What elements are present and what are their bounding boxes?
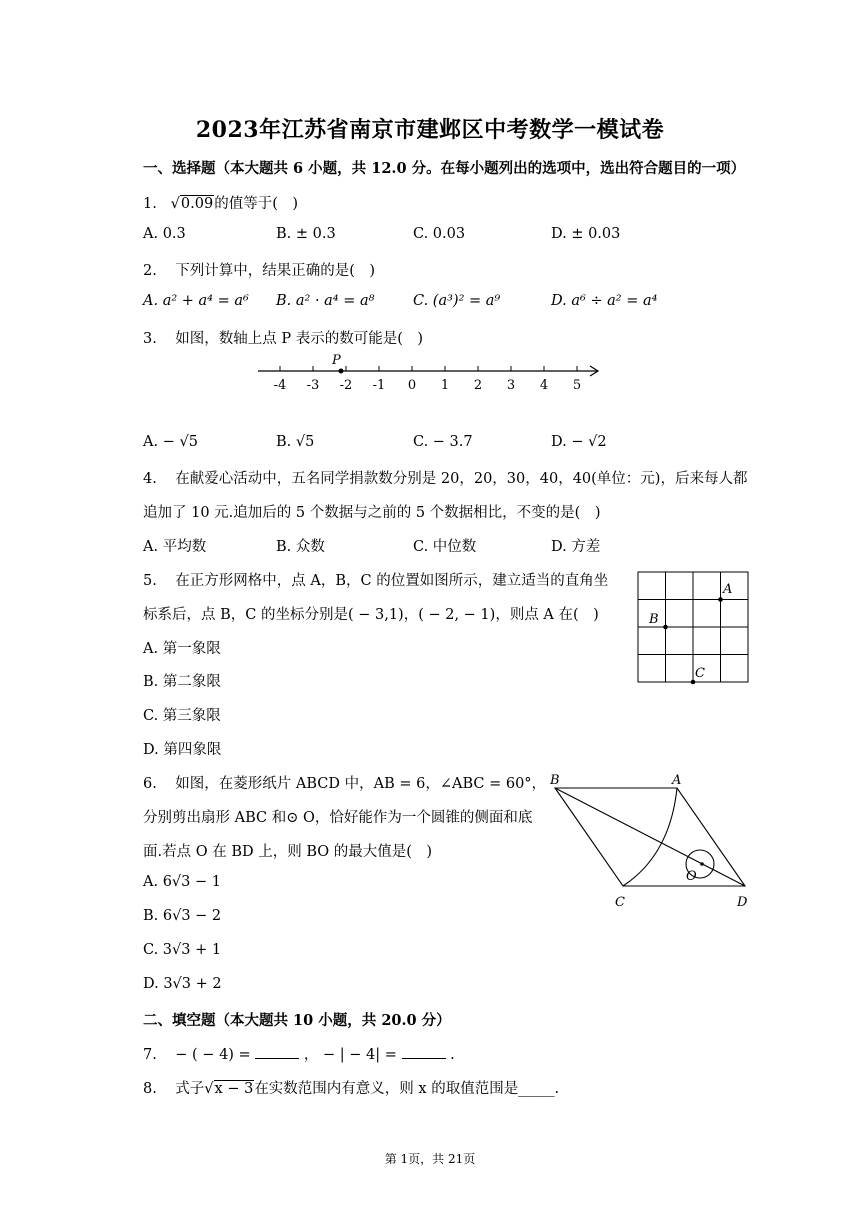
question-number: 4.	[143, 471, 157, 487]
question-6	[143, 772, 546, 793]
q1-option-a: A. 0.3	[143, 226, 186, 242]
answer-blank-1[interactable]	[255, 1046, 299, 1059]
q4-option-d: D. 方差	[551, 539, 601, 555]
q4-option-b: B. 众数	[276, 539, 325, 555]
question-number: 6.	[143, 776, 157, 792]
question-text: 在献爱心活动中，五名同学捐款数分别是 20，20，30，40，40(单位：元)，后来每人都	[175, 471, 748, 487]
question-text: 如图，在菱形纸片 ABCD 中，AB = 6，∠ABC = 60°，	[175, 776, 547, 792]
q2-option-d: D. a⁶ ÷ a² = a⁴	[551, 293, 658, 309]
question-7	[143, 1043, 455, 1064]
question-text-pre: 式子	[175, 1081, 205, 1097]
question-4-line-2: 追加了 10 元.追加后的 5 个数据与之前的 5 个数据相比，不变的是( )	[143, 505, 601, 521]
expression-part-3: .	[445, 1047, 455, 1063]
q5-option-c: C. 第三象限	[143, 708, 221, 724]
q6-option-b: B. 6√3 − 2	[143, 908, 222, 924]
q1-option-c: C. 0.03	[413, 226, 466, 242]
q2-option-a: A. a² + a⁴ = a⁶	[143, 293, 249, 309]
question-number: 8.	[143, 1081, 157, 1097]
q3-option-b: B. √5	[276, 434, 315, 450]
q6-option-d: D. 3√3 + 2	[143, 976, 222, 992]
point-p	[339, 369, 344, 374]
question-number: 5.	[143, 573, 157, 589]
label-o: O	[686, 869, 697, 884]
label-d: D	[737, 895, 748, 910]
sqrt-expression: √x − 3	[204, 1081, 254, 1097]
point-a	[718, 597, 723, 602]
question-text: 在正方形网格中，点 A，B，C 的位置如图所示，建立适当的直角坐	[175, 573, 609, 589]
question-5-line-2: 标系后，点 B，C 的坐标分别是( − 3,1)，( − 2, − 1)，则点 A 在( )	[143, 607, 599, 623]
question-4	[143, 467, 747, 488]
question-number: 7.	[143, 1047, 157, 1063]
q6-option-a: A. 6√3 − 1	[143, 874, 221, 890]
q3-option-a: A. − √5	[143, 434, 198, 450]
label-a: A	[723, 582, 733, 597]
axis-tick-label: -3	[306, 378, 320, 393]
point-label: P	[332, 353, 341, 368]
answer-blank-2[interactable]	[402, 1046, 446, 1059]
question-6-line-2: 分别剪出扇形 ABC 和⊙ O，恰好能作为一个圆锥的侧面和底	[143, 810, 533, 826]
section-1-heading: 一、选择题（本大题共 6 小题，共 12.0 分。在每小题列出的选项中，选出符合题目的一项）	[143, 160, 746, 177]
axis-tick-label: 1	[440, 378, 450, 393]
axis-tick-label: 5	[572, 378, 582, 393]
label-a: A	[672, 773, 682, 788]
page-title: 2023年江苏省南京市建邺区中考数学一模试卷	[195, 117, 665, 143]
question-number: 2.	[143, 263, 157, 279]
sqrt-expression: √0.09	[170, 196, 214, 212]
q2-option-b: B. a² · a⁴ = a⁸	[276, 293, 375, 309]
axis-tick-label: -2	[339, 378, 353, 393]
question-number: 1.	[143, 196, 157, 212]
axis-tick-label: 0	[407, 378, 417, 393]
q5-option-d: D. 第四象限	[143, 742, 222, 758]
axis-tick-label: 4	[539, 378, 549, 393]
question-text: 的值等于( )	[214, 196, 299, 212]
expression-part-2: ， − | − 4| =	[299, 1047, 402, 1063]
label-b: B	[649, 612, 659, 627]
q3-option-d: D. − √2	[551, 434, 607, 450]
question-6-line-3: 面.若点 O 在 BD 上，则 BO 的最大值是( )	[143, 844, 433, 860]
question-2	[143, 259, 375, 280]
q6-option-c: C. 3√3 + 1	[143, 942, 222, 958]
label-c: C	[615, 895, 625, 910]
axis-tick-label: 3	[506, 378, 516, 393]
axis-tick-label: 2	[473, 378, 483, 393]
number-line-figure	[250, 350, 610, 400]
q3-option-c: C. − 3.7	[413, 434, 473, 450]
point-b	[663, 625, 668, 630]
q2-option-c: C. (a³)² = a⁹	[413, 293, 501, 309]
question-8	[143, 1077, 559, 1098]
expression-part-1: − ( − 4) =	[170, 1047, 256, 1063]
question-5	[143, 569, 608, 590]
label-c: C	[695, 666, 705, 681]
question-1	[143, 192, 298, 213]
square-grid-figure	[634, 568, 750, 688]
question-text-post: 在实数范围内有意义，则 x 的取值范围是_____.	[254, 1081, 560, 1097]
label-b: B	[550, 773, 560, 788]
question-text: 下列计算中，结果正确的是( )	[175, 263, 376, 279]
question-3	[143, 327, 423, 348]
q5-option-b: B. 第二象限	[143, 674, 221, 690]
q1-option-d: D. ± 0.03	[551, 226, 621, 242]
page-footer: 第 1页，共 21页	[384, 1152, 476, 1166]
question-text: 如图，数轴上点 P 表示的数可能是( )	[175, 331, 424, 347]
q1-option-b: B. ± 0.3	[276, 226, 336, 242]
axis-tick-label: -1	[372, 378, 386, 393]
rhombus-figure	[545, 770, 755, 910]
axis-tick-label: -4	[273, 378, 287, 393]
q5-option-a: A. 第一象限	[143, 641, 221, 657]
question-number: 3.	[143, 331, 157, 347]
q4-option-a: A. 平均数	[143, 539, 207, 555]
q4-option-c: C. 中位数	[413, 539, 477, 555]
section-2-heading: 二、填空题（本大题共 10 小题，共 20.0 分）	[143, 1012, 451, 1029]
